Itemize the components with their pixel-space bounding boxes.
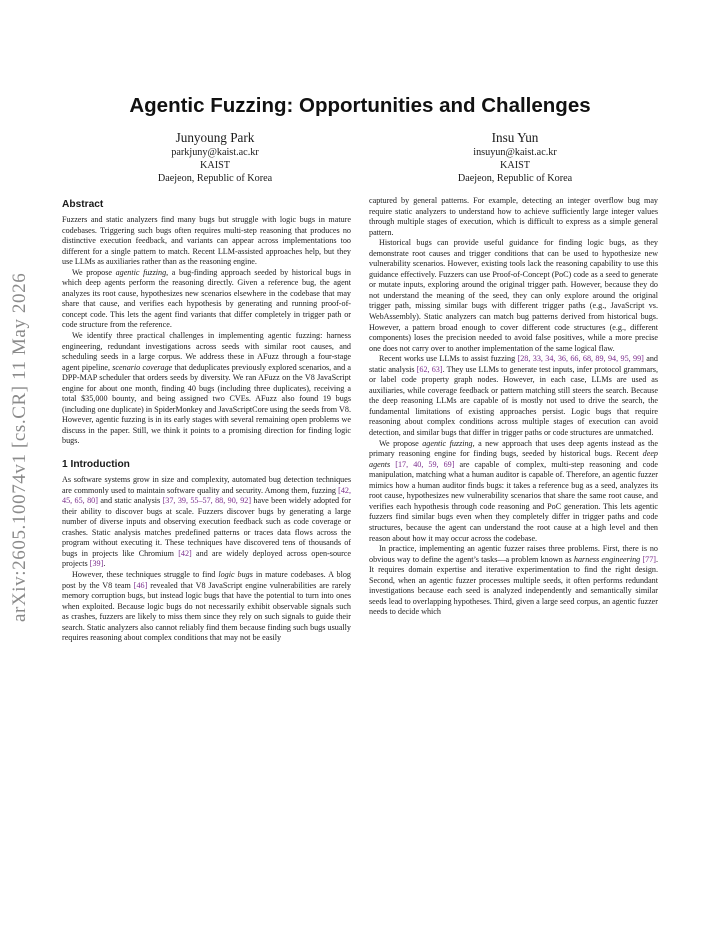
paper-title: Agentic Fuzzing: Opportunities and Challenges [129,94,591,117]
body-paragraph: We propose agentic fuzzing, a new approach that uses deep agents instead as the primary reasoning engine for finding bugs, seeded by historical bugs. Recent deep agents [17, 40, 59, 69] are capable of complex, multi-step reasoning and code manipulation, matching what a human auditor is capable of. Therefore, an agentic fuzzer mimics how a human auditor finds bugs: it takes a reference bug as a seed, analyzes its root cause, hypothesizes new vulnerability scenarios that share the same root cause, and verifies each hypothesis through code reasoning and PoC generation. This lets agentic fuzzers find similar bugs even when they completely differ in trigger paths and code structures, because the agent can understand the root cause at a high level and then reason about how it may occur across the codebase. [369,438,658,543]
citation-link[interactable]: [62, 63] [416,364,443,374]
citation-link[interactable]: [77] [642,554,656,564]
abstract-paragraph: We identify three practical challenges in implementing agentic fuzzing: harness engineering, redundant investigations across seeds with similar root causes, and scheduling seeds in a large corpus. We address these in AFuzz through a four-stage agent pipeline, scenario coverage that deduplicates previously explored scenarios, and a DPP-MAP scheduler that orders seeds by diversity. We ran AFuzz on the V8 JavaScript engine for about one month, finding 40 bugs (including three duplicates), receiving a total $35,000 bounty, and being assigned two CVEs. AFuzz also found 19 bugs (including one duplicate) in SpiderMonkey and JavaScriptCore using the seeds from V8. However, agentic fuzzing is in its early stages with several remaining open problems we discuss in the paper. Still, we think it points to a promising direction for finding logic bugs. [62,331,351,446]
author-location: Daejeon, Republic of Korea [157,173,273,184]
body-paragraph: However, these techniques struggle to find logic bugs in mature codebases. A blog post by the V8 team [46] revealed that V8 JavaScript engine vulnerabilities are rarely memory corruption bugs, but instead logic bugs that have the potential to turn into ones when exploited. Because logic bugs do not necessarily exhibit observable signals such as crashes, fuzzers are likely to miss them since they rely on such signals to guide their search. Static analyzers also cannot reliably find them because finding such bugs usually requires reasoning about complex conditions that may not be easily [62,569,351,643]
body-paragraph: In practice, implementing an agentic fuzzer raises three problems. First, there is no obvious way to define the agent’s tasks—a problem known as harness engineering [77]. It requires domain expertise and iterative experimentation to find the right design. Second, when an agentic fuzzer processes multiple seeds, it often performs redundant investigations because each seed is analyzed independently and semantically similar seeds lead to overlapping hypotheses. Third, given a large seed corpus, an agentic fuzzer needs to decide which [369,544,659,617]
citation-link[interactable]: [42, 45, 65, 80] [62,485,351,506]
body-paragraph: Recent works use LLMs to assist fuzzing [28, 33, 34, 36, 66, 68, 89, 94, 95, 99] and static analysis [62, 63]. They use LLMs to generate test inputs, infer protocol grammars, or label code property graph nodes. However, in each case, LLMs are used as auxiliaries, while coverage feedback or pattern matching still steers the search. Because the deep reasoning LLMs are capable of is mostly not used to drive the search, the fundamental limitations of existing approaches persist. Logic bugs that require reasoning about complex conditions across multiple stages of execution can avoid detection, and similar bugs that differ in trigger paths or code structures are unmatched. [369,354,658,438]
abstract-paragraph: Fuzzers and static analyzers find many bugs but struggle with logic bugs in mature codebases. Triggering such bugs often requires multi-step reasoning that produces no distinctive execution feedback, and variants can appear across implementations too different for a single pattern to match. Recent LLM-assisted approaches help, but they use LLMs as auxiliaries rather than as the reasoning engine. [62,215,351,267]
section-heading-introduction: 1 Introduction [62,459,130,471]
citation-link[interactable]: [46] [133,580,148,590]
arxiv-side-stamp: arXiv:2605.10074v1 [cs.CR] 11 May 2026 [9,272,30,622]
author-block [395,129,635,185]
author-email: insuyun@kaist.ac.kr [473,147,557,158]
citation-link[interactable]: [28, 33, 34, 36, 66, 68, 89, 94, 95, 99] [517,354,644,364]
author-email: parkjuny@kaist.ac.kr [171,147,259,158]
citation-link[interactable]: [42] [178,548,192,558]
author-affiliation: KAIST [200,160,230,171]
citation-link[interactable]: [37, 39, 55–57, 88, 90, 92] [162,496,252,506]
author-location: Daejeon, Republic of Korea [457,173,573,184]
left-column [62,198,351,644]
abstract-heading: Abstract [62,199,104,210]
body-paragraph: Historical bugs can provide useful guidance for finding logic bugs, as they demonstrate root causes and trigger conditions that can be used to hypothesize new vulnerability scenarios. However, existing tools lack the reasoning capability to use this guidance effectively. Fuzzers can use Proof-of-Concept (PoC) code as a seed to generate or mutate inputs, exploring around the original trigger path. However, because they do not understand the meaning of the seed, they can only explore around the original trigger path, missing similar bugs with different trigger paths (e.g., JavaScript vs. WebAssembly). Static analyzers can match bug patterns derived from historical bugs. However, a pattern broad enough to cover different code structures (e.g., different components) loses the precision needed to avoid false positives, while a more precise one does not carry over to another implementation of the same logical flaw. [369,238,658,353]
author-block [95,129,335,185]
body-paragraph: captured by general patterns. For example, detecting an integer overflow bug may require static analyzers to understand how to achieve sufficiently large integer values through multiple stages of execution, which is difficult to express as a simple general pattern. [369,196,658,237]
right-column [369,196,658,618]
body-paragraph: As software systems grow in size and complexity, automated bug detection techniques are commonly used to maintain software quality and security. Among them, fuzzing [42, 45, 65, 80] and static analysis [37, 39, 55–57, 88, 90, 92] have been widely adopted for their ability to discover bugs at scale. Fuzzers discover bugs by generating a large number of diverse inputs and observing execution feedback such as code coverage or crashes. Static analysis matches predefined patterns or traces data flows across the program without executing it. These techniques have discovered tens of thousands of bugs in projects like Chromium [42] and are widely deployed across open-source projects [39]. [62,475,351,569]
author-name: Junyoung Park [175,130,255,145]
citation-link[interactable]: [39] [89,559,104,569]
abstract-paragraph: We propose agentic fuzzing, a bug-finding approach seeded by historical bugs in which deep agents perform the reasoning directly. Given a reference bug, the agent analyzes its root cause, hypothesizes new scenarios elsewhere in the codebase that may share that cause, and verifies each hypothesis by generating and running proof-of-concept code. This lets the agent find variants that differ completely in trigger path or code structure from the reference. [62,267,351,330]
citation-link[interactable]: [17, 40, 59, 69] [395,459,455,469]
author-name: Insu Yun [491,130,539,145]
author-affiliation: KAIST [500,160,530,171]
